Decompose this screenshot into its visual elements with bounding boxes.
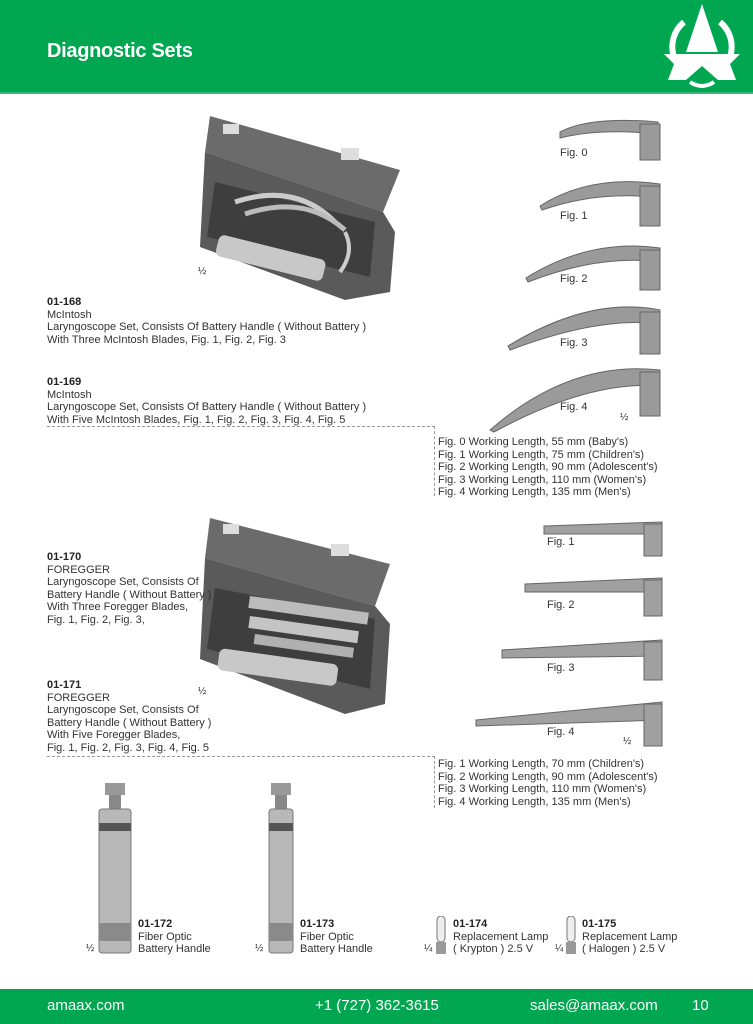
product-01-168 — [47, 296, 366, 346]
scale-label: ¼ — [555, 943, 564, 954]
scale-label: ¼ — [424, 943, 433, 954]
scale-label: ½ — [623, 736, 632, 747]
length-line: Fig. 4 Working Length, 135 mm (Men's) — [438, 795, 631, 808]
fig-label: Fig. 0 — [560, 147, 588, 159]
product-desc: With Five Foregger Blades, — [47, 729, 181, 742]
product-desc: Laryngoscope Set, Consists Of Battery Handle ( Without Battery ) — [47, 321, 367, 334]
product-desc: Laryngoscope Set, Consists Of Battery Handle ( Without Battery ) — [47, 401, 367, 414]
product-code: 01-171 — [47, 679, 82, 691]
mcintosh-set-case-image — [195, 112, 407, 302]
product-name: FOREGGER — [47, 563, 110, 576]
length-line: Fig. 3 Working Length, 110 mm (Women's) — [438, 783, 647, 796]
product-desc: Battery Handle ( Without Battery ) — [47, 588, 212, 601]
product-name: FOREGGER — [47, 691, 110, 704]
email-link[interactable]: sales@amaax.com — [530, 997, 658, 1014]
foregger-blades-image — [470, 512, 665, 752]
product-desc: Laryngoscope Set, Consists Of — [47, 704, 199, 717]
page-header — [0, 0, 753, 94]
fig-label: Fig. 3 — [560, 337, 588, 349]
lamp-01-174-image — [434, 916, 448, 956]
product-desc: Battery Handle — [300, 943, 373, 956]
product-desc: Replacement Lamp — [453, 930, 549, 943]
product-desc: With Three McIntosh Blades, Fig. 1, Fig. 2, Fig. 3 — [47, 333, 286, 346]
product-code: 01-168 — [47, 296, 82, 308]
battery-handle-01-172-image — [95, 783, 135, 955]
product-desc: Laryngoscope Set, Consists Of — [47, 576, 199, 589]
product-code: 01-172 — [138, 918, 173, 930]
divider — [47, 426, 435, 427]
fig-label: Fig. 2 — [547, 599, 575, 611]
length-line: Fig. 2 Working Length, 90 mm (Adolescent's) — [438, 461, 658, 474]
length-line: Fig. 4 Working Length, 135 mm (Men's) — [438, 486, 631, 499]
product-desc: Battery Handle — [138, 943, 211, 956]
product-code: 01-174 — [453, 918, 488, 930]
product-desc: ( Krypton ) 2.5 V — [453, 943, 534, 956]
lamp-01-175-image — [564, 916, 578, 956]
product-desc: Fiber Optic — [138, 930, 192, 943]
battery-handle-01-173-image — [265, 783, 297, 955]
fig-label: Fig. 4 — [560, 401, 588, 413]
page-title: Diagnostic Sets — [47, 40, 193, 62]
length-line: Fig. 3 Working Length, 110 mm (Women's) — [438, 473, 647, 486]
fig-label: Fig. 4 — [547, 726, 575, 738]
product-desc: Battery Handle ( Without Battery ) — [47, 716, 212, 729]
product-code: 01-173 — [300, 918, 335, 930]
product-01-175 — [582, 918, 677, 956]
working-lengths — [438, 758, 658, 808]
page-number: 10 — [692, 997, 709, 1014]
scale-label: ½ — [198, 266, 207, 277]
product-desc: ( Halogen ) 2.5 V — [582, 943, 666, 956]
phone-number: +1 (727) 362-3615 — [315, 997, 439, 1014]
length-line: Fig. 1 Working Length, 70 mm (Children's) — [438, 758, 645, 770]
product-01-169 — [47, 376, 366, 426]
product-desc: Fig. 1, Fig. 2, Fig. 3, — [47, 613, 145, 626]
scale-label: ½ — [255, 943, 264, 954]
length-line: Fig. 0 Working Length, 55 mm (Baby's) — [438, 436, 629, 448]
product-desc: Fiber Optic — [300, 930, 354, 943]
product-01-170 — [47, 551, 211, 627]
fig-label: Fig. 2 — [560, 273, 588, 285]
working-lengths — [438, 436, 658, 499]
product-01-171 — [47, 679, 211, 755]
website-link[interactable]: amaax.com — [47, 997, 125, 1014]
length-line: Fig. 2 Working Length, 90 mm (Adolescent's) — [438, 770, 658, 783]
scale-label: ½ — [86, 943, 95, 954]
product-desc: With Three Foregger Blades, — [47, 601, 189, 614]
fig-label: Fig. 3 — [547, 662, 575, 674]
fig-label: Fig. 1 — [560, 210, 588, 222]
product-name: McIntosh — [47, 388, 92, 401]
foregger-set-case-image — [195, 514, 395, 718]
amaax-logo — [660, 2, 744, 88]
product-01-172 — [138, 918, 211, 956]
product-desc: With Five McIntosh Blades, Fig. 1, Fig. 2, Fig. 3, Fig. 4, Fig. 5 — [47, 413, 346, 426]
product-code: 01-170 — [47, 551, 82, 563]
length-line: Fig. 1 Working Length, 75 mm (Children's) — [438, 448, 645, 461]
product-01-174 — [453, 918, 548, 956]
product-01-173 — [300, 918, 373, 956]
product-code: 01-175 — [582, 918, 617, 930]
fig-label: Fig. 1 — [547, 536, 575, 548]
page-footer — [0, 989, 753, 1024]
product-code: 01-169 — [47, 376, 82, 388]
product-desc: Replacement Lamp — [582, 930, 678, 943]
product-name: McIntosh — [47, 308, 92, 321]
divider — [47, 756, 435, 757]
divider — [434, 756, 435, 808]
product-desc: Fig. 1, Fig. 2, Fig. 3, Fig. 4, Fig. 5 — [47, 741, 210, 754]
scale-label: ½ — [620, 412, 629, 423]
scale-label: ½ — [198, 686, 207, 697]
divider — [434, 426, 435, 496]
